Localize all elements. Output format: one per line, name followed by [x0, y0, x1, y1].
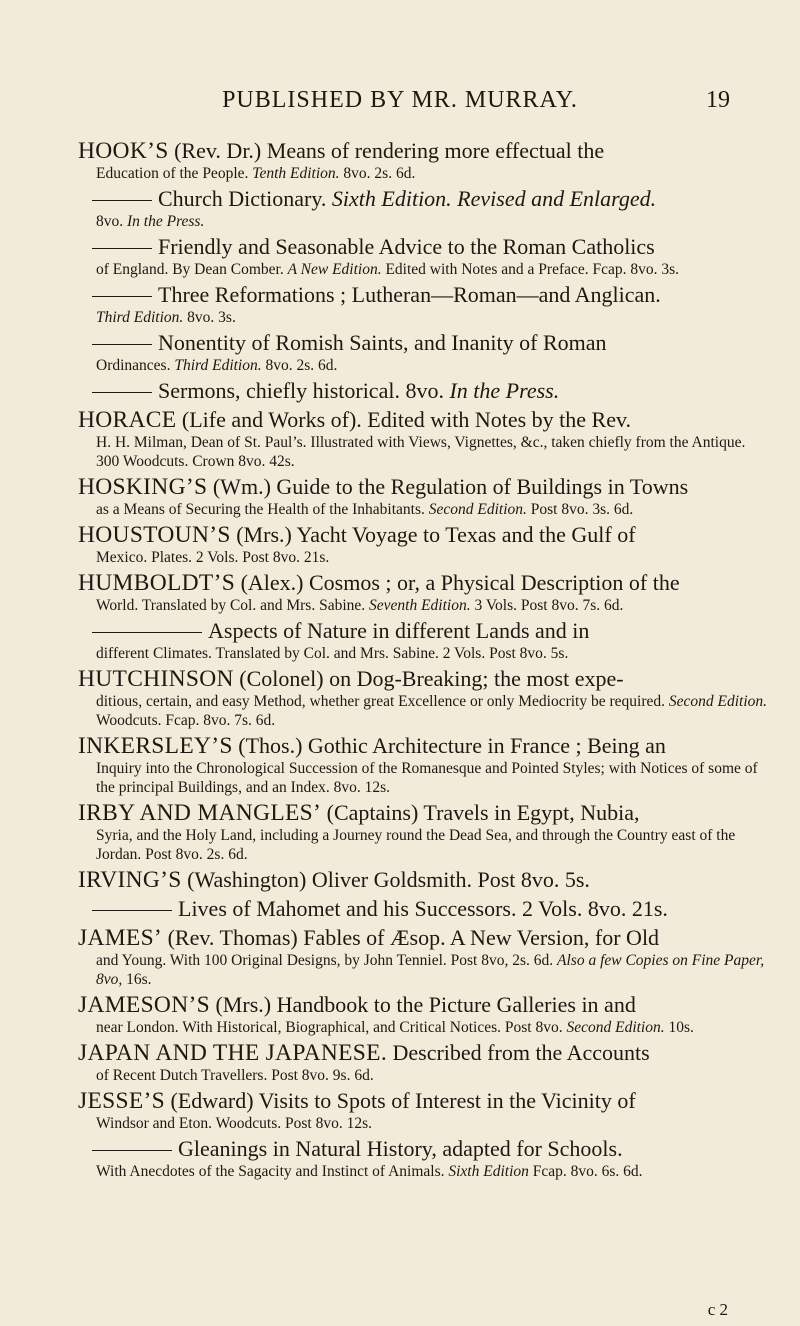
entry-details — [78, 164, 768, 183]
entry-author: JAMES’ — [78, 925, 163, 951]
entry-detail-italic: Second Edition. — [428, 501, 527, 518]
entry-title: Gleanings in Natural History, adapted for Schools. — [178, 1136, 623, 1161]
entry-lead-line — [78, 407, 768, 433]
ditto-rule — [92, 1150, 172, 1151]
entry-detail-italic: Tenth Edition. — [252, 165, 340, 182]
entry-author: IRVING’S — [78, 867, 182, 893]
entry-detail-text: 10s. — [664, 1019, 694, 1036]
entry-detail-text: Education of the People. — [96, 165, 253, 182]
entry-detail-text: 8vo. 2s. 6d. — [339, 165, 416, 182]
entry-detail-text: Edited with Notes and a Preface. Fcap. 8vo. 3s. — [381, 261, 680, 278]
entry-title: (Life and Works of). Edited with Notes by the Rev. — [176, 407, 632, 432]
entry-title: Friendly and Seasonable Advice to the Roman Catholics — [158, 234, 655, 259]
entry-title: (Rev. Dr.) Means of rendering more effectual the — [168, 138, 605, 163]
catalogue-entry — [78, 522, 768, 567]
entry-details — [78, 356, 768, 375]
ditto-rule — [92, 392, 152, 393]
entry-title-italic: In the Press. — [449, 378, 560, 403]
entry-details — [78, 1114, 768, 1133]
entry-title: Lives of Mahomet and his Successors. 2 Vols. 8vo. 21s. — [178, 896, 668, 921]
entry-details — [78, 1018, 768, 1037]
entry-title: Three Reformations ; Lutheran—Roman—and Anglican. — [158, 282, 661, 307]
entry-lead-line — [78, 618, 768, 644]
catalogue-entry — [78, 186, 768, 231]
entry-detail-text: of England. By Dean Comber. — [96, 261, 288, 278]
entry-detail-text: With Anecdotes of the Sagacity and Instinct of Animals. — [96, 1163, 449, 1180]
catalogue-entry — [78, 1040, 768, 1085]
catalogue-entry — [78, 407, 768, 471]
entry-lead-line — [78, 570, 768, 596]
entry-detail-italic: Sixth Edition — [448, 1163, 529, 1180]
entry-detail-text: Fcap. 8vo. 6s. 6d. — [528, 1163, 643, 1180]
entry-title: Sermons, chiefly historical. 8vo. — [158, 378, 450, 403]
entry-title: (Edward) Visits to Spots of Interest in the Vicinity of — [165, 1088, 636, 1113]
entry-title: (Washington) Oliver Goldsmith. Post 8vo. 5s. — [181, 867, 590, 892]
catalogue-list — [78, 138, 768, 1184]
entry-detail-text: 8vo. 3s. — [183, 309, 236, 326]
catalogue-entry — [78, 138, 768, 183]
entry-lead-line — [78, 867, 768, 893]
entry-author: HOOK’S — [78, 138, 169, 164]
entry-lead-line — [78, 896, 768, 922]
entry-details — [78, 644, 768, 663]
entry-detail-text: Post 8vo. 3s. 6d. — [526, 501, 634, 518]
entry-title: Church Dictionary. — [158, 186, 332, 211]
entry-detail-italic: In the Press. — [127, 213, 205, 230]
entry-author: HOUSTOUN’S — [78, 522, 231, 548]
entry-lead-line — [78, 1088, 768, 1114]
entry-details — [78, 260, 768, 279]
entry-detail-italic: Third Edition. — [174, 357, 262, 374]
entry-title: (Thos.) Gothic Architecture in France ; Being an — [232, 733, 666, 758]
catalogue-entry — [78, 666, 768, 730]
entry-detail-text: near London. With Historical, Biographical, and Critical Notices. Post 8vo. — [96, 1019, 567, 1036]
entry-detail-italic: Seventh Edition. — [369, 597, 471, 614]
entry-title: (Mrs.) Yacht Voyage to Texas and the Gulf of — [230, 522, 636, 547]
entry-details — [78, 433, 768, 471]
entry-detail-text: different Climates. Translated by Col. and Mrs. Sabine. 2 Vols. Post 8vo. 5s. — [96, 645, 569, 662]
entry-title: Aspects of Nature in different Lands and in — [208, 618, 590, 643]
entry-details — [78, 759, 768, 797]
entry-title: (Colonel) on Dog-Breaking; the most expe- — [233, 666, 624, 691]
entry-lead-line — [78, 733, 768, 759]
entry-details — [78, 1162, 768, 1181]
entry-author: JAMESON’S — [78, 992, 210, 1018]
ditto-rule — [92, 344, 152, 345]
entry-detail-text: as a Means of Securing the Health of the Inhabitants. — [96, 501, 429, 518]
ditto-rule — [92, 296, 152, 297]
entry-author: JAPAN AND THE JAPANESE. — [78, 1040, 387, 1066]
entry-author: HORACE — [78, 407, 177, 433]
entry-detail-text: ditious, certain, and easy Method, whether great Excellence or only Mediocrity be required. — [96, 693, 669, 710]
catalogue-entry — [78, 867, 768, 893]
entry-detail-italic: A New Edition. — [287, 261, 382, 278]
entry-author: INKERSLEY’S — [78, 733, 233, 759]
entry-details — [78, 596, 768, 615]
catalogue-entry — [78, 330, 768, 375]
running-head-title: PUBLISHED BY MR. MURRAY. — [222, 87, 578, 113]
entry-author: HUMBOLDT’S — [78, 570, 236, 596]
catalogue-entry — [78, 474, 768, 519]
entry-lead-line — [78, 282, 768, 308]
entry-lead-line — [78, 330, 768, 356]
entry-lead-line — [78, 138, 768, 164]
entry-details — [78, 1066, 768, 1085]
entry-detail-text: 8vo. 2s. 6d. — [261, 357, 338, 374]
catalogue-entry — [78, 570, 768, 615]
entry-title-italic: Sixth Edition. Revised and Enlarged. — [331, 186, 657, 211]
entry-detail-text: Ordinances. — [96, 357, 175, 374]
entry-details — [78, 308, 768, 327]
entry-lead-line — [78, 474, 768, 500]
catalogue-entry — [78, 618, 768, 663]
catalogue-entry — [78, 925, 768, 989]
catalogue-entry — [78, 733, 768, 797]
entry-title: (Mrs.) Handbook to the Picture Galleries in and — [209, 992, 636, 1017]
entry-title: (Alex.) Cosmos ; or, a Physical Description of the — [235, 570, 680, 595]
entry-title: (Wm.) Guide to the Regulation of Buildings in Towns — [207, 474, 689, 499]
entry-detail-text: World. Translated by Col. and Mrs. Sabine. — [96, 597, 370, 614]
entry-lead-line — [78, 1040, 768, 1066]
entry-lead-line — [78, 925, 768, 951]
entry-author: IRBY AND MANGLES’ — [78, 800, 322, 826]
entry-detail-italic: Third Edition. — [96, 309, 184, 326]
entry-title: Nonentity of Romish Saints, and Inanity of Roman — [158, 330, 607, 355]
catalogue-entry — [78, 282, 768, 327]
catalogue-entry — [78, 800, 768, 864]
entry-detail-text: Mexico. Plates. 2 Vols. Post 8vo. 21s. — [96, 549, 330, 566]
catalogue-entry — [78, 896, 768, 922]
entry-detail-text: Windsor and Eton. Woodcuts. Post 8vo. 12s. — [96, 1115, 372, 1132]
entry-detail-text: H. H. Milman, Dean of St. Paul’s. Illustrated with Views, Vignettes, &c., taken chiefly from the Antique. 300 Woodcuts. Crown 8vo. 42s. — [96, 434, 746, 470]
entry-title: (Rev. Thomas) Fables of Æsop. A New Version, for Old — [162, 925, 660, 950]
page-number: 19 — [706, 87, 730, 113]
catalogue-entry — [78, 1088, 768, 1133]
entry-detail-text: 16s. — [122, 971, 152, 988]
entry-detail-text: 8vo. — [96, 213, 127, 230]
entry-author: HOSKING’S — [78, 474, 208, 500]
entry-details — [78, 500, 768, 519]
entry-detail-text: Woodcuts. Fcap. 8vo. 7s. 6d. — [96, 712, 276, 729]
entry-details — [78, 548, 768, 567]
catalogue-entry — [78, 234, 768, 279]
entry-detail-text: 3 Vols. Post 8vo. 7s. 6d. — [470, 597, 624, 614]
entry-detail-text: Inquiry into the Chronological Succession of the Romanesque and Pointed Styles; with Notices of some of the principal Buildings, and an Index. 8vo. 12s. — [96, 760, 758, 796]
entry-lead-line — [78, 186, 768, 212]
entry-detail-italic: Second Edition. — [566, 1019, 665, 1036]
catalogue-entry — [78, 1136, 768, 1181]
entry-details — [78, 212, 768, 231]
entry-title: Described from the Accounts — [387, 1040, 650, 1065]
entry-author: HUTCHINSON — [78, 666, 234, 692]
entry-lead-line — [78, 522, 768, 548]
ditto-rule — [92, 910, 172, 911]
entry-detail-text: and Young. With 100 Original Designs, by John Tenniel. Post 8vo, 2s. 6d. — [96, 952, 558, 969]
entry-detail-italic: Second Edition. — [668, 693, 768, 710]
running-head — [0, 87, 800, 117]
catalogue-entry — [78, 378, 768, 404]
entry-lead-line — [78, 1136, 768, 1162]
entry-title: (Captains) Travels in Egypt, Nubia, — [321, 800, 640, 825]
entry-detail-text: of Recent Dutch Travellers. Post 8vo. 9s. 6d. — [96, 1067, 374, 1084]
ditto-rule — [92, 200, 152, 201]
ditto-rule — [92, 248, 152, 249]
entry-lead-line — [78, 800, 768, 826]
signature-mark: c 2 — [707, 1300, 728, 1319]
entry-details — [78, 826, 768, 864]
entry-lead-line — [78, 234, 768, 260]
entry-detail-text: Syria, and the Holy Land, including a Journey round the Dead Sea, and through the Country east of the Jordan. Post 8vo. 2s. 6d. — [96, 827, 736, 863]
ditto-rule — [92, 632, 202, 633]
entry-lead-line — [78, 992, 768, 1018]
entry-lead-line — [78, 378, 768, 404]
entry-author: JESSE’S — [78, 1088, 165, 1114]
entry-details — [78, 692, 768, 730]
entry-detail-italic: Also a few Copies on Fine Paper, 8vo, — [96, 952, 765, 988]
entry-details — [78, 951, 768, 989]
entry-lead-line — [78, 666, 768, 692]
catalogue-entry — [78, 992, 768, 1037]
